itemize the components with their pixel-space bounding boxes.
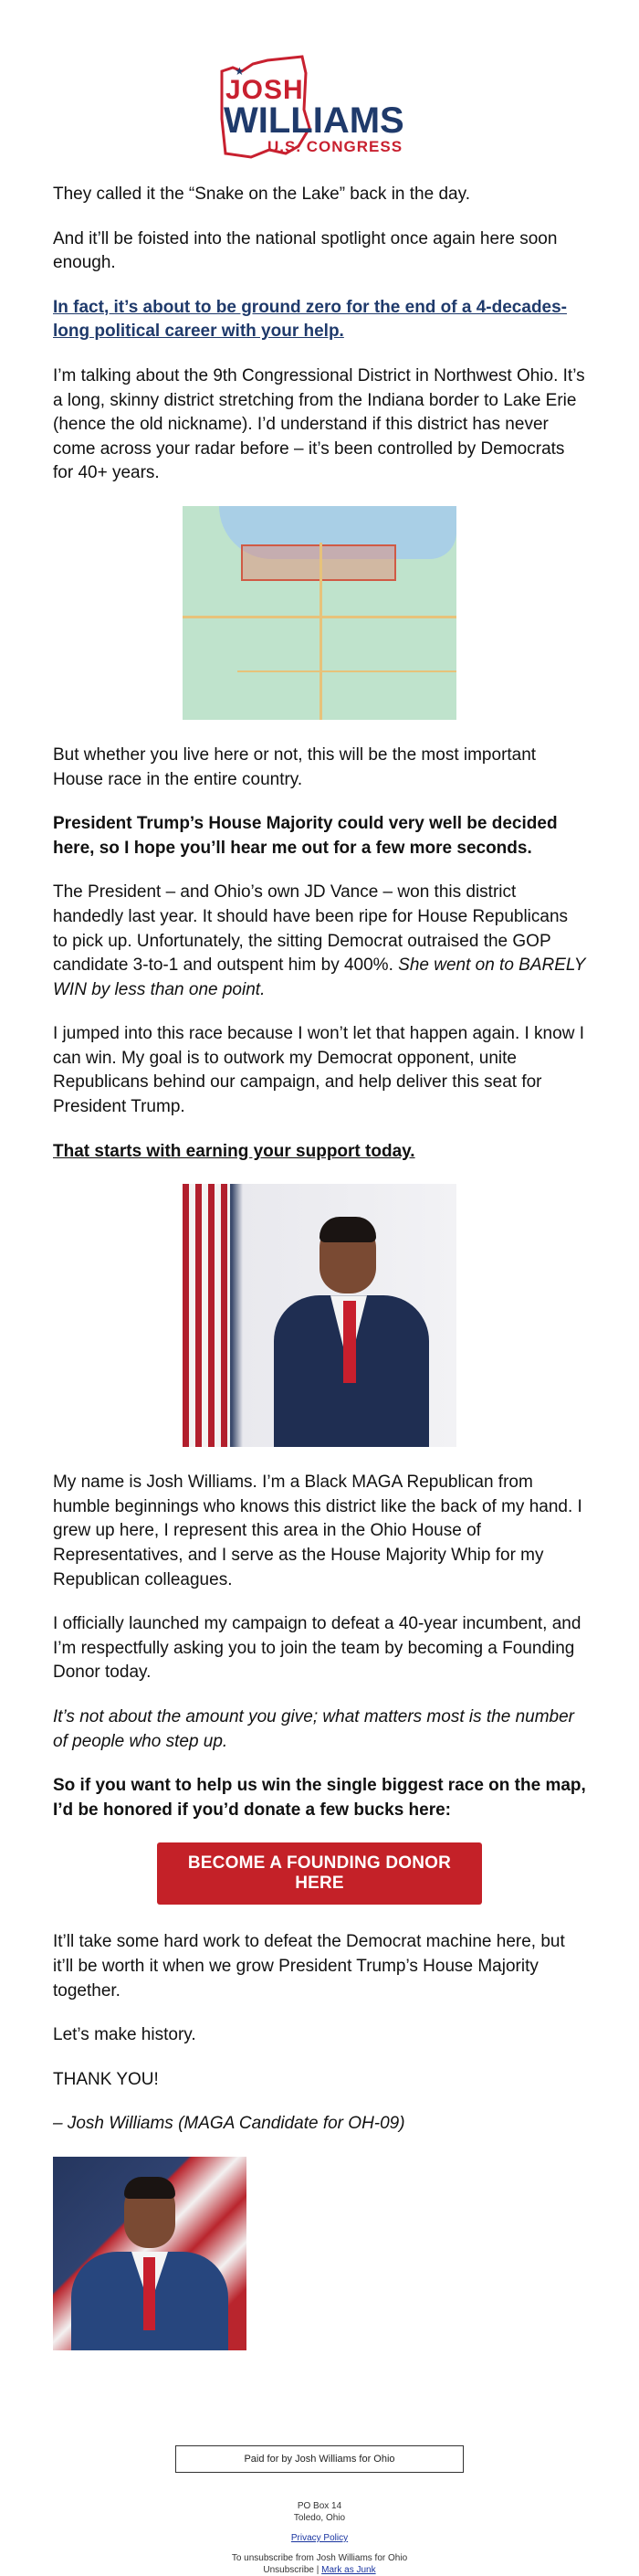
paragraph-history: Let’s make history. (53, 2025, 196, 2045)
unsubscribe-link[interactable]: Unsubscribe (263, 2564, 314, 2575)
paragraph-amount: It’s not about the amount you give; what matters most is the number of people who step up. (53, 1707, 575, 1751)
svg-text:★: ★ (235, 65, 245, 78)
paragraph-importance: But whether you live here or not, this will be the most important House race in the entire country. (53, 744, 537, 789)
paragraph-intro: They called it the “Snake on the Lake” back in the day. (53, 185, 470, 204)
paragraph-vance (53, 881, 586, 1002)
paragraph-district: I’m talking about the 9th Congressional District in Northwest Ohio. It’s a long, skinny district stretching from the Indiana border to Lake Erie (hence the old nickname). I’d understand if this district has never come across your radar before – it’s been controlled by Democrats for 40+ years. (53, 365, 585, 483)
paragraph-hard-work: It’ll take some hard work to defeat the Democrat machine here, but it’ll be worth it when we grow President Trump’s House Majority together. (53, 1932, 565, 2001)
address-line-2: Toledo, Ohio (293, 2512, 346, 2523)
footer-separator: | (316, 2564, 320, 2575)
paragraph-spotlight: And it’ll be foisted into the national spotlight once again here soon enough. (53, 228, 558, 273)
paragraph-link (53, 296, 586, 344)
header-logo-area (0, 0, 639, 183)
paid-for-box: Paid for by Josh Williams for Ohio (175, 2445, 464, 2473)
paragraph-donate-ask: So if you want to help us win the single biggest race on the map, I’d be honored if you’d donate a few bucks here: (53, 1776, 586, 1820)
logo-line-congress: U.S. CONGRESS (267, 138, 403, 155)
paragraph-majority: President Trump’s House Majority could very well be decided here, so I hope you’ll hear me out for a few more seconds. (53, 814, 558, 858)
candidate-figure (274, 1220, 429, 1447)
lake-erie-shape-2 (329, 506, 456, 533)
hair (124, 2177, 175, 2199)
cta-wrapper (53, 1842, 586, 1905)
barely-win-text: She went on to BARELY WIN by less than one point. (53, 955, 586, 999)
campaign-logo (215, 55, 424, 164)
hair (320, 1217, 376, 1242)
vance-text: The President – and Ohio’s own JD Vance – won this district handedly last year. It should have been ripe for House Republicans to pick up. Unfortunately, the sitting Democrat outraised the GOP candidate 3-to-1 and outspent him by 400%. (53, 882, 569, 976)
candidate-photo-wrapper (53, 1184, 586, 1447)
candidate-speaking-photo[interactable] (183, 1184, 456, 1447)
paragraph-support: That starts with earning your support today. (53, 1141, 415, 1161)
candidate-portrait-photo[interactable] (53, 2157, 246, 2350)
ground-zero-link[interactable]: In fact, it’s about to be ground zero for the end of a 4-decades-long political career with your help. (53, 297, 568, 342)
map-road (320, 543, 322, 720)
district-map-image[interactable] (183, 506, 456, 720)
signature-line: – Josh Williams (MAGA Candidate for OH-09) (53, 2114, 405, 2134)
unsubscribe-row (263, 2564, 375, 2576)
flag-graphic (183, 1184, 230, 1447)
unsubscribe-note: To unsubscribe from Josh Williams for Ohio (231, 2552, 408, 2563)
email-footer (0, 2445, 639, 2576)
tie (343, 1301, 356, 1383)
tie (143, 2257, 155, 2330)
address-line-1: PO Box 14 (297, 2500, 342, 2511)
logo-line-williams: WILLIAMS (224, 100, 404, 141)
map-road (237, 670, 456, 672)
privacy-policy-link[interactable]: Privacy Policy (290, 2532, 349, 2543)
paragraph-launch: I officially launched my campaign to defeat a 40-year incumbent, and I’m respectfully asking you to join the team by becoming a Founding Donor today. (53, 1614, 581, 1683)
district-map-wrapper (53, 506, 586, 720)
logo-line-josh: JOSH (225, 75, 304, 105)
paragraph-thanks: THANK YOU! (53, 2069, 159, 2089)
paragraph-jumped-in: I jumped into this race because I won’t let that happen again. I know I can win. My goal is to outwork my Democrat opponent, unite Republicans behind our campaign, and help deliver this seat for President Trump. (53, 1024, 584, 1117)
founding-donor-button[interactable]: BECOME A FOUNDING DONOR HERE (157, 1842, 482, 1905)
paragraph-bio: My name is Josh Williams. I’m a Black MAGA Republican from humble beginnings who knows this district like the back of my hand. I grew up here, I represent this area in the Ohio House of Representatives, and I serve as the House Majority Whip for my Republican colleagues. (53, 1473, 582, 1589)
mark-as-junk-link[interactable]: Mark as Junk (321, 2564, 376, 2575)
email-body (0, 183, 639, 2350)
district-highlight (241, 544, 396, 581)
